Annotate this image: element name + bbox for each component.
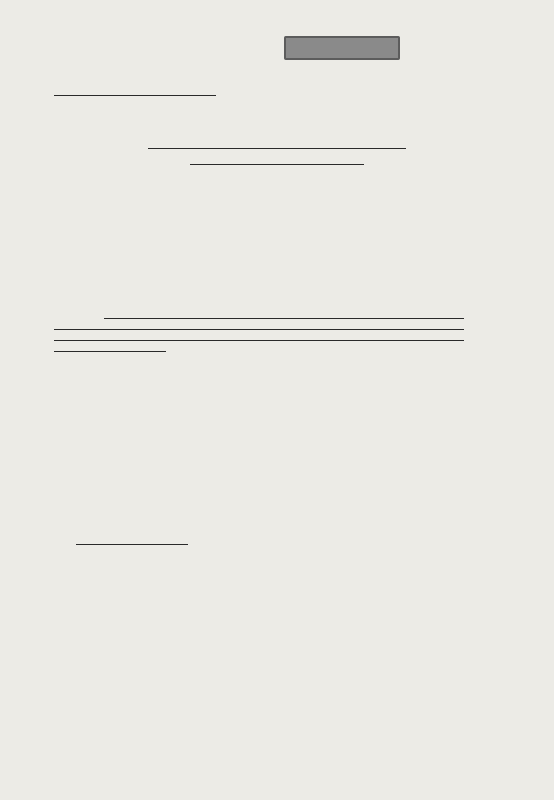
secret-stamp [284,36,400,60]
body-underline-4 [54,351,166,352]
body-underline-1 [104,318,464,319]
section-a-underline [76,544,188,545]
title-underline-1 [148,148,406,149]
title-underline-2 [190,164,364,165]
body-underline-3 [54,340,464,341]
body-underline-2 [54,329,464,330]
header-underline [54,95,216,96]
